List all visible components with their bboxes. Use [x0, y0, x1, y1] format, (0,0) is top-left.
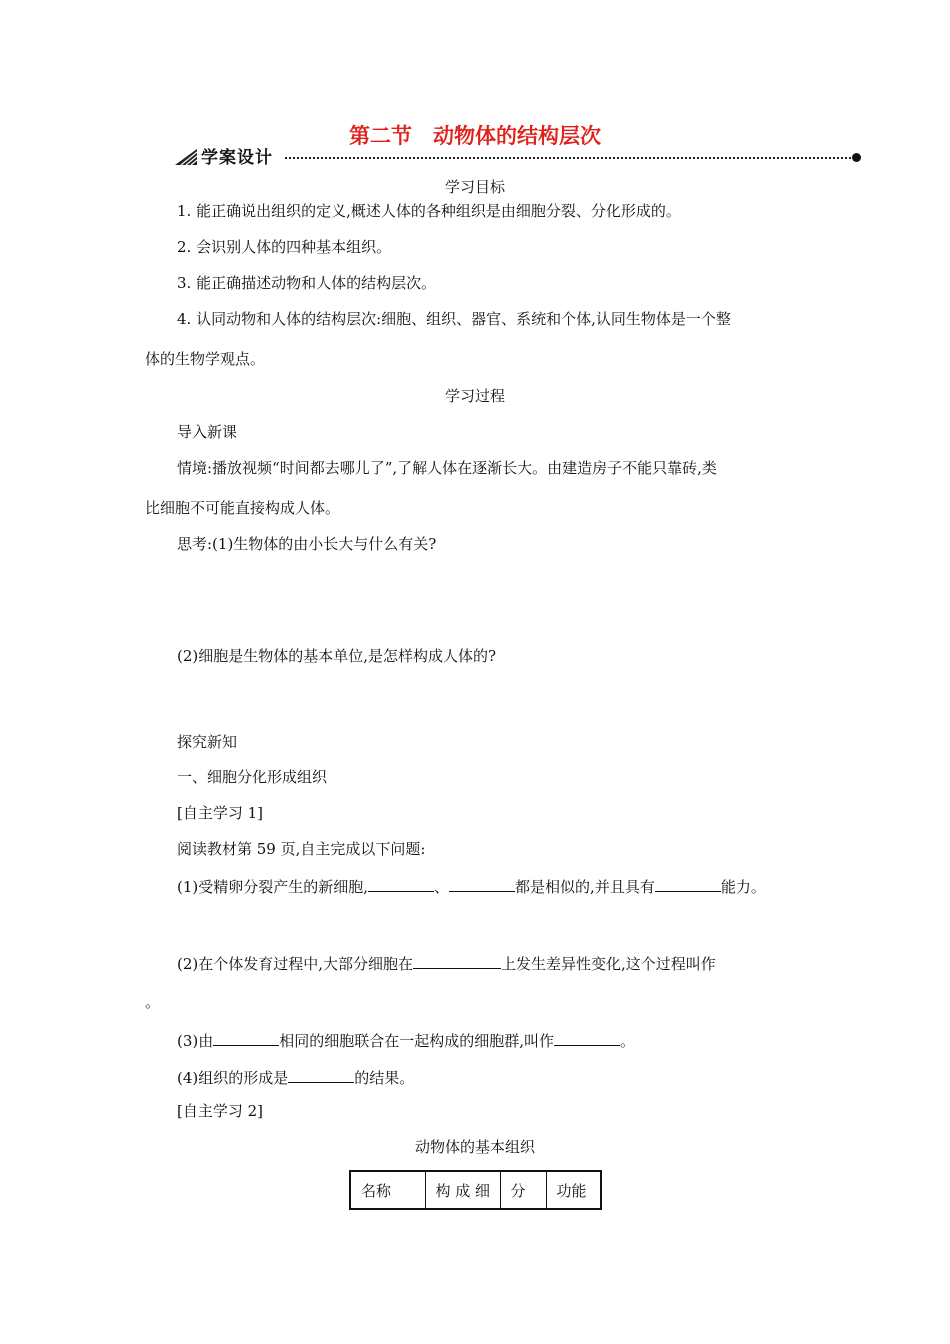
page-title: 第二节 动物体的结构层次 [349, 124, 601, 148]
answer-blank[interactable] [413, 952, 501, 969]
goal-item-continued: 体的生物学观点。 [145, 350, 266, 368]
section-banner [175, 146, 865, 170]
question-3: (3)由 相同的细胞联合在一起构成的细胞群,叫作 。 [177, 1029, 635, 1051]
question-1: (1)受精卵分裂产生的新细胞, 、 都是相似的,并且具有 能力。 [177, 875, 766, 897]
tissue-table [349, 1170, 602, 1210]
intro-label: 导入新课 [177, 423, 238, 441]
situation-text-continued: 比细胞不可能直接构成人体。 [145, 499, 341, 517]
self-study-label: [自主学习 1] [177, 804, 264, 822]
explore-label: 探究新知 [177, 733, 238, 751]
goal-item: 4. 认同动物和人体的结构层次:细胞、组织、器官、系统和个体,认同生物体是一个整 [177, 310, 731, 328]
divider-end-dot [852, 153, 861, 162]
think-question-1: 思考:(1)生物体的由小长大与什么有关? [177, 535, 437, 553]
question-4: (4)组织的形成是 的结果。 [177, 1066, 414, 1088]
answer-blank[interactable] [368, 875, 434, 892]
table-title: 动物体的基本组织 [414, 1138, 535, 1156]
read-instruction: 阅读教材第 59 页,自主完成以下问题: [177, 840, 426, 858]
table-header-cell: 分 [500, 1171, 546, 1209]
process-heading: 学习过程 [444, 387, 505, 405]
goal-item: 2. 会识别人体的四种基本组织。 [177, 238, 392, 256]
answer-blank[interactable] [213, 1029, 279, 1046]
answer-blank[interactable] [288, 1066, 354, 1083]
goal-item: 1. 能正确说出组织的定义,概述人体的各种组织是由细胞分裂、分化形成的。 [177, 202, 681, 220]
table-header-cell: 功能 [546, 1171, 601, 1209]
dotted-divider [285, 157, 855, 159]
table-header-cell: 构 成 细 [425, 1171, 500, 1209]
think-question-2: (2)细胞是生物体的基本单位,是怎样构成人体的? [177, 647, 497, 665]
section-heading: 一、细胞分化形成组织 [177, 768, 328, 786]
self-study-label: [自主学习 2] [177, 1102, 264, 1120]
situation-text: 情境:播放视频“时间都去哪儿了”,了解人体在逐渐长大。由建造房子不能只靠砖,类 [177, 459, 717, 477]
table-header-cell: 名称 [350, 1171, 425, 1209]
answer-blank[interactable] [554, 1029, 620, 1046]
answer-blank[interactable] [449, 875, 515, 892]
banner-label: 学案设计 [201, 148, 273, 168]
question-2-end: 。 [145, 993, 161, 1011]
question-2: (2)在个体发育过程中,大部分细胞在 上发生差异性变化,这个过程叫作 [177, 952, 716, 974]
table-header-row [350, 1171, 601, 1209]
triangle-stripes-icon [175, 149, 197, 165]
answer-blank[interactable] [655, 875, 721, 892]
goals-heading: 学习目标 [444, 178, 505, 196]
goal-item: 3. 能正确描述动物和人体的结构层次。 [177, 274, 437, 292]
